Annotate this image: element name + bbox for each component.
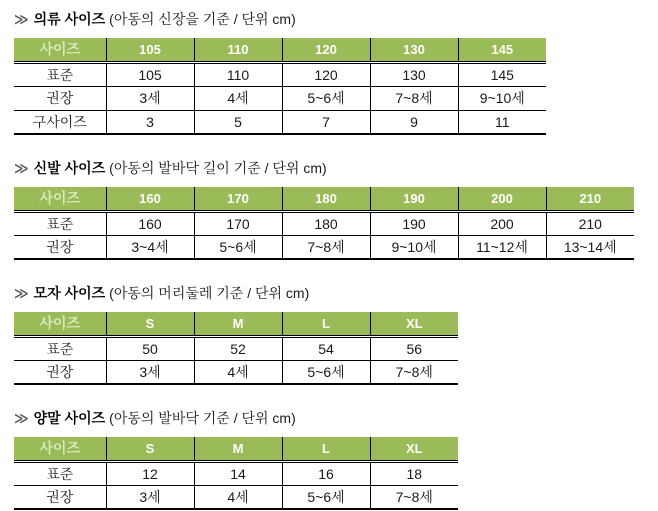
row-label-cell: 권장	[14, 235, 106, 259]
section-subtitle-text: (아동의 발바닥 기준 / 단위 cm)	[109, 410, 296, 426]
header-size-cell: L	[282, 437, 370, 461]
section-title-text: 양말 사이즈	[33, 410, 106, 426]
table-header-row	[14, 312, 458, 336]
chevron-right-icon: ≫	[14, 160, 29, 176]
header-size-cell: 180	[282, 187, 370, 211]
size-table	[14, 187, 634, 260]
clothing-size-table-container	[14, 38, 658, 135]
table-row	[14, 62, 546, 86]
data-cell: 7~8세	[370, 485, 458, 509]
size-table	[14, 312, 458, 385]
shoe-size-table-container	[14, 187, 658, 260]
section-title-text: 의류 사이즈	[33, 11, 106, 27]
data-cell: 54	[282, 336, 370, 360]
data-cell: 3세	[106, 485, 194, 509]
data-cell: 9~10세	[458, 86, 546, 110]
header-size-cell: M	[194, 312, 282, 336]
table-row	[14, 235, 634, 259]
row-label-cell: 표준	[14, 461, 106, 485]
data-cell: 5	[194, 110, 282, 134]
chevron-right-icon: ≫	[14, 285, 29, 301]
data-cell: 7	[282, 110, 370, 134]
data-cell: 13~14세	[546, 235, 634, 259]
header-size-cell: 210	[546, 187, 634, 211]
section-subtitle-text: (아동의 머리둘레 기준 / 단위 cm)	[109, 285, 310, 301]
data-cell: 4세	[194, 485, 282, 509]
header-size-cell: 105	[106, 38, 194, 62]
header-size-cell: 120	[282, 38, 370, 62]
data-cell: 3세	[106, 86, 194, 110]
header-size-cell: S	[106, 437, 194, 461]
data-cell: 7~8세	[370, 360, 458, 384]
header-label-cell: 사이즈	[14, 187, 106, 211]
header-size-cell: L	[282, 312, 370, 336]
size-table	[14, 437, 458, 510]
data-cell: 4세	[194, 360, 282, 384]
table-header-row	[14, 187, 634, 211]
data-cell: 180	[282, 211, 370, 235]
sock-size-table-container	[14, 437, 658, 510]
row-label-cell: 권장	[14, 86, 106, 110]
data-cell: 110	[194, 62, 282, 86]
row-label-cell: 표준	[14, 336, 106, 360]
section-subtitle-text: (아동의 발바닥 길이 기준 / 단위 cm)	[109, 160, 327, 176]
table-row	[14, 485, 458, 509]
header-size-cell: 160	[106, 187, 194, 211]
data-cell: 5~6세	[282, 86, 370, 110]
header-label-cell: 사이즈	[14, 38, 106, 62]
header-label-cell: 사이즈	[14, 437, 106, 461]
data-cell: 4세	[194, 86, 282, 110]
data-cell: 5~6세	[282, 485, 370, 509]
hat-size-table-container	[14, 312, 658, 385]
data-cell: 210	[546, 211, 634, 235]
data-cell: 11	[458, 110, 546, 134]
row-label-cell: 표준	[14, 211, 106, 235]
data-cell: 105	[106, 62, 194, 86]
header-size-cell: S	[106, 312, 194, 336]
chevron-right-icon: ≫	[14, 11, 29, 27]
data-cell: 3~4세	[106, 235, 194, 259]
data-cell: 7~8세	[282, 235, 370, 259]
data-cell: 7~8세	[370, 86, 458, 110]
section-title	[14, 159, 658, 177]
size-table	[14, 38, 546, 135]
row-label-cell: 구사이즈	[14, 110, 106, 134]
data-cell: 160	[106, 211, 194, 235]
section-clothing	[14, 10, 658, 135]
header-label-cell: 사이즈	[14, 312, 106, 336]
section-shoes	[14, 159, 658, 260]
header-size-cell: XL	[370, 437, 458, 461]
table-row	[14, 86, 546, 110]
row-label-cell: 표준	[14, 62, 106, 86]
table-row	[14, 360, 458, 384]
data-cell: 52	[194, 336, 282, 360]
section-hats	[14, 284, 658, 385]
section-title	[14, 284, 658, 302]
data-cell: 9~10세	[370, 235, 458, 259]
header-size-cell: 110	[194, 38, 282, 62]
data-cell: 200	[458, 211, 546, 235]
table-row	[14, 110, 546, 134]
chevron-right-icon: ≫	[14, 410, 29, 426]
header-size-cell: M	[194, 437, 282, 461]
data-cell: 145	[458, 62, 546, 86]
section-socks	[14, 409, 658, 510]
row-label-cell: 권장	[14, 360, 106, 384]
header-size-cell: XL	[370, 312, 458, 336]
data-cell: 5~6세	[194, 235, 282, 259]
data-cell: 190	[370, 211, 458, 235]
table-row	[14, 211, 634, 235]
data-cell: 16	[282, 461, 370, 485]
header-size-cell: 130	[370, 38, 458, 62]
data-cell: 18	[370, 461, 458, 485]
table-row	[14, 336, 458, 360]
data-cell: 9	[370, 110, 458, 134]
row-label-cell: 권장	[14, 485, 106, 509]
table-row	[14, 461, 458, 485]
data-cell: 50	[106, 336, 194, 360]
data-cell: 120	[282, 62, 370, 86]
table-header-row	[14, 38, 546, 62]
section-title-text: 신발 사이즈	[33, 160, 106, 176]
header-size-cell: 190	[370, 187, 458, 211]
section-title	[14, 10, 658, 28]
header-size-cell: 200	[458, 187, 546, 211]
header-size-cell: 145	[458, 38, 546, 62]
table-header-row	[14, 437, 458, 461]
section-title-text: 모자 사이즈	[33, 285, 106, 301]
header-size-cell: 170	[194, 187, 282, 211]
section-subtitle-text: (아동의 신장을 기준 / 단위 cm)	[109, 11, 296, 27]
data-cell: 3	[106, 110, 194, 134]
data-cell: 14	[194, 461, 282, 485]
data-cell: 11~12세	[458, 235, 546, 259]
data-cell: 5~6세	[282, 360, 370, 384]
data-cell: 3세	[106, 360, 194, 384]
data-cell: 130	[370, 62, 458, 86]
data-cell: 56	[370, 336, 458, 360]
section-title	[14, 409, 658, 427]
data-cell: 12	[106, 461, 194, 485]
data-cell: 170	[194, 211, 282, 235]
